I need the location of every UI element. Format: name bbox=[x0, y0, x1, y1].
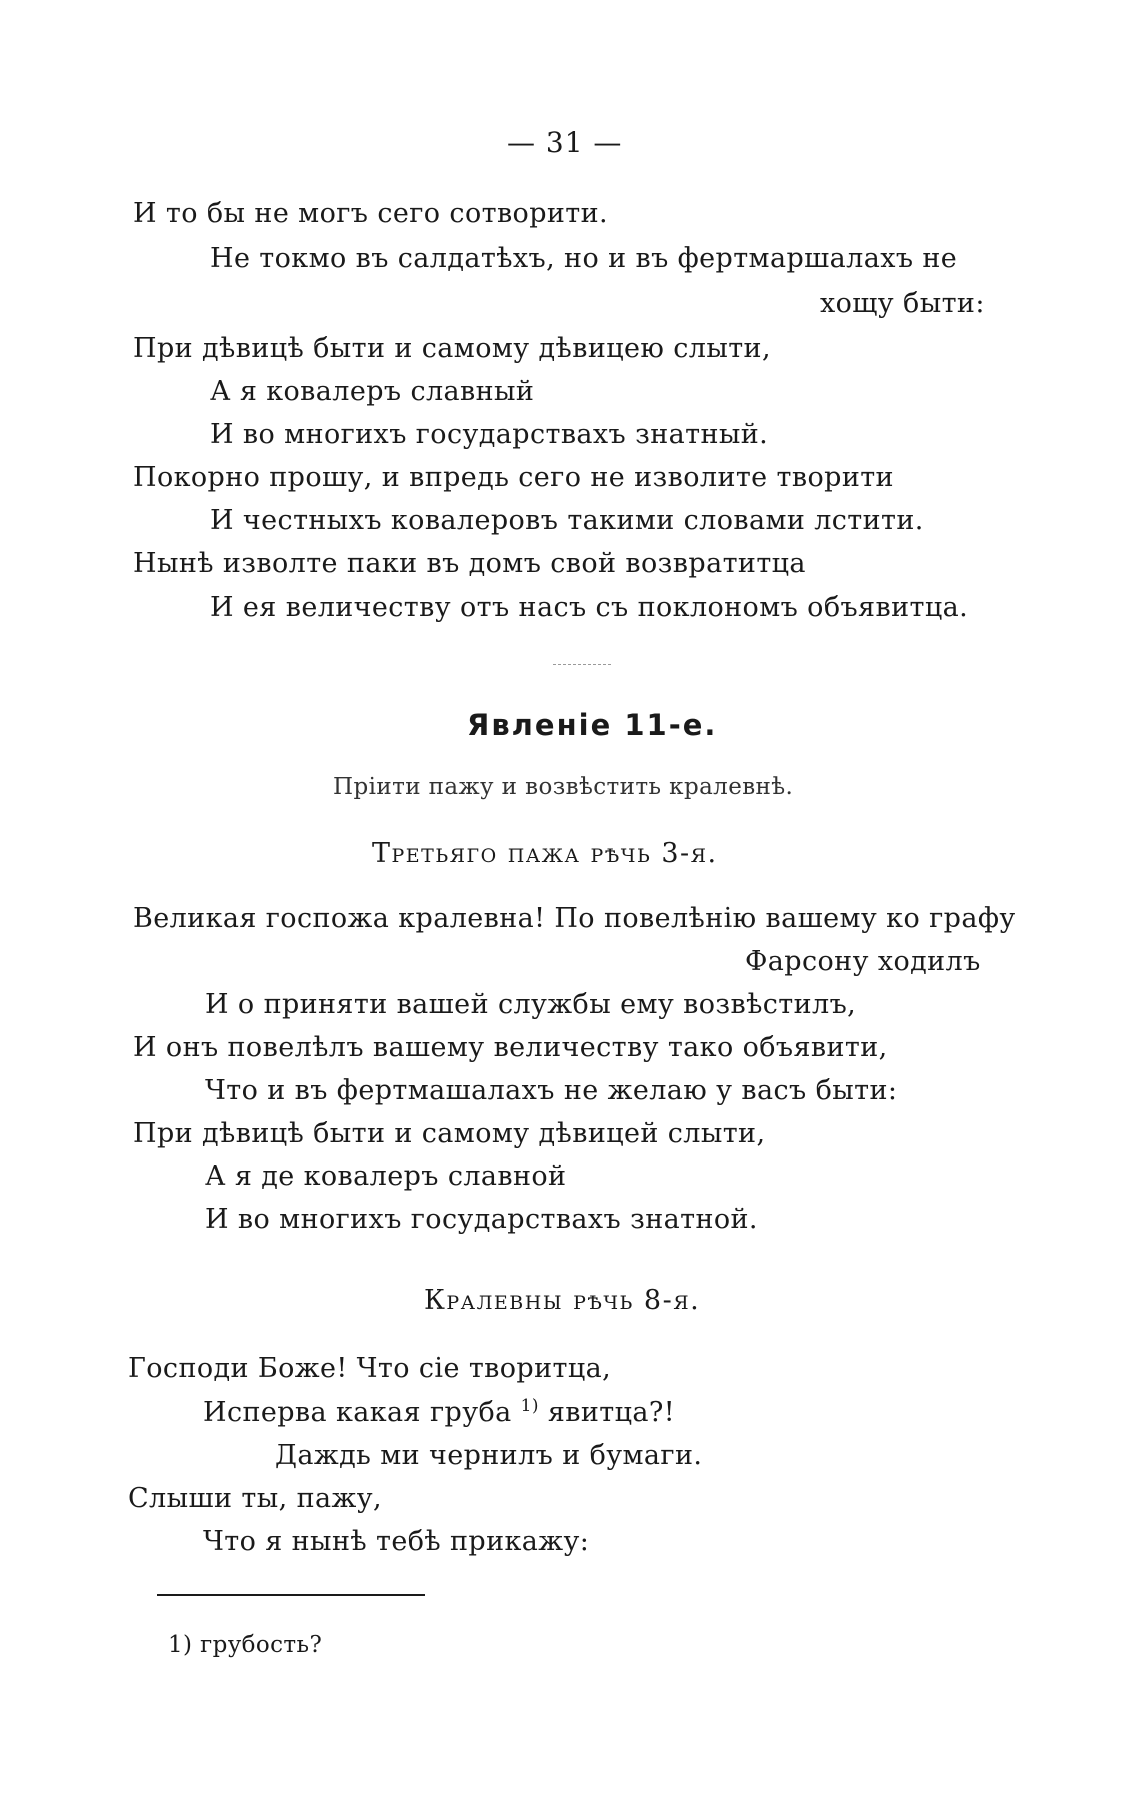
verse-line: Не токмо въ салдатѣхъ, но и въ фертмаршалахъ не bbox=[210, 243, 958, 274]
verse-line: Что я нынѣ тебѣ прикажу: bbox=[203, 1526, 590, 1557]
footnote bbox=[168, 1628, 322, 1662]
verse-line: И онъ повелѣлъ вашему величеству тако объявити, bbox=[133, 1032, 888, 1063]
verse-line: И то бы не могъ сего сотворити. bbox=[133, 198, 608, 229]
verse-line: И честныхъ ковалеровъ такими словами лстити. bbox=[210, 505, 924, 536]
verse-line: Господи Боже! Что сіе творитца, bbox=[128, 1353, 612, 1384]
verse-line-continuation: хощу быти: bbox=[820, 288, 985, 319]
verse-line: И во многихъ государствахъ знатной. bbox=[205, 1204, 758, 1235]
verse-line: Что и въ фертмашалахъ не желаю у васъ быти: bbox=[205, 1075, 898, 1106]
verse-line: И во многихъ государствахъ знатный. bbox=[210, 419, 769, 450]
verse-line-continuation: Фарсону ходилъ bbox=[745, 946, 981, 977]
footnote-separator bbox=[157, 1594, 425, 1596]
verse-line: И о приняти вашей службы ему возвѣстилъ, bbox=[205, 989, 857, 1020]
speaker-heading: Кралевны рѣчь 8-я. bbox=[424, 1285, 701, 1316]
footnote-text: грубость? bbox=[200, 1632, 323, 1658]
verse-line: При дѣвицѣ быти и самому дѣвицею слыти, bbox=[133, 333, 771, 364]
footnote-marker: 1) bbox=[168, 1632, 193, 1658]
stage-direction: Пріити пажу и возвѣстить кралевнѣ. bbox=[333, 774, 794, 800]
verse-line-with-footnote bbox=[203, 1396, 675, 1430]
footnote-reference: 1) bbox=[520, 1396, 539, 1416]
verse-line: Великая госпожа кралевна! По повелѣнію вашему ко графу bbox=[133, 903, 1016, 934]
verse-line: Даждь ми чернилъ и бумаги. bbox=[275, 1440, 703, 1471]
page-number: — 31 — bbox=[507, 126, 623, 159]
speaker-heading: Третьяго пажа рѣчь 3-я. bbox=[372, 838, 718, 869]
verse-line: Покорно прошу, и впредь сего не изволите творити bbox=[133, 462, 894, 493]
section-ornament bbox=[553, 664, 611, 667]
verse-text: Исперва какая груба bbox=[203, 1397, 512, 1428]
verse-text: явитца?! bbox=[547, 1397, 676, 1428]
verse-line: Нынѣ изволте паки въ домъ свой возвратитца bbox=[133, 548, 806, 579]
verse-line: И ея величеству отъ насъ съ поклономъ объявитца. bbox=[210, 592, 969, 623]
verse-line: А я де ковалеръ славной bbox=[205, 1161, 567, 1192]
scene-heading: Явленіе 11-е. bbox=[467, 708, 718, 742]
verse-line: При дѣвицѣ быти и самому дѣвицей слыти, bbox=[133, 1118, 766, 1149]
verse-line: Слыши ты, пажу, bbox=[128, 1483, 382, 1514]
verse-line: А я ковалеръ славный bbox=[210, 376, 535, 407]
